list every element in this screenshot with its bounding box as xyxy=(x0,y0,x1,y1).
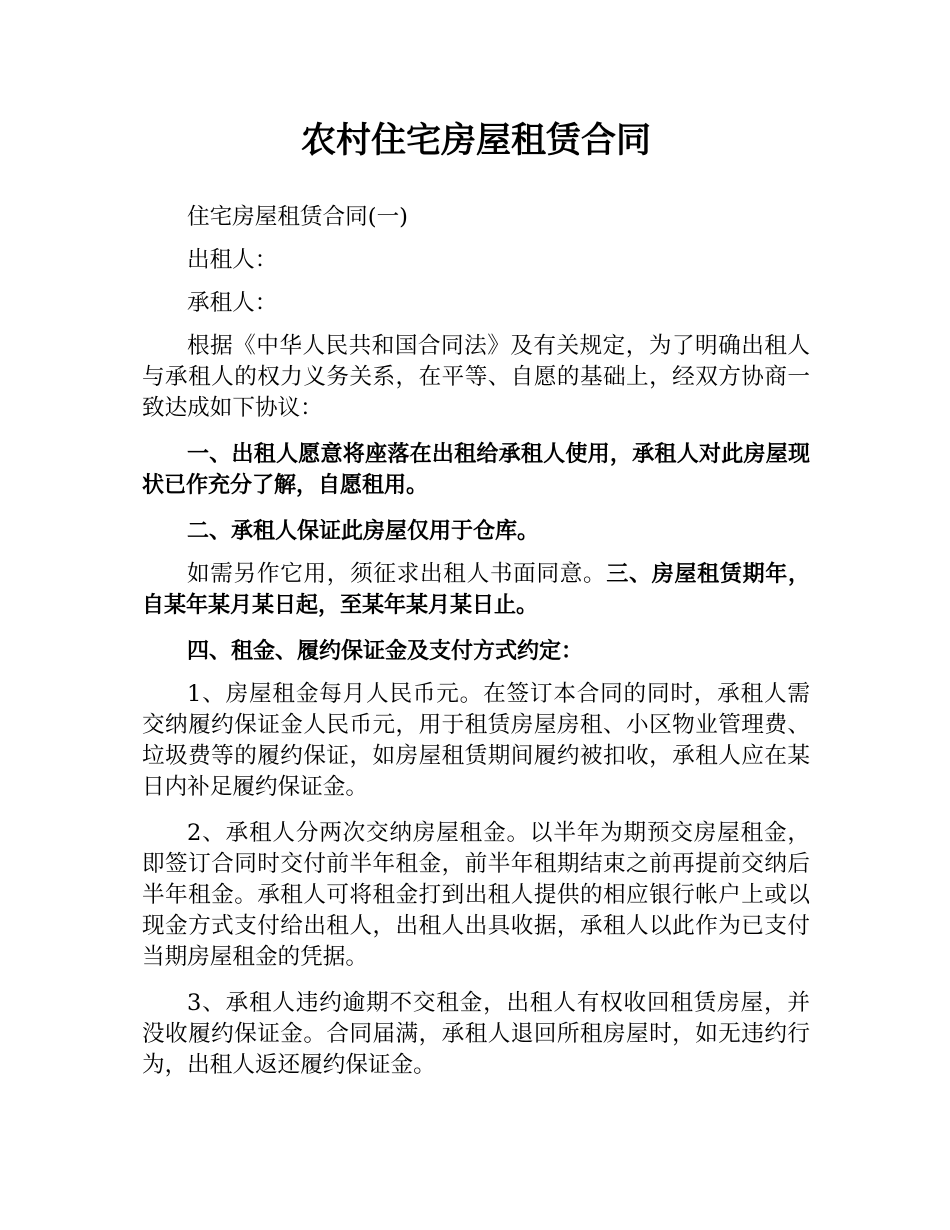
document-body xyxy=(142,202,810,1096)
clause-2-note-and-clause-3 xyxy=(142,559,810,621)
item-1: 1、房屋租金每月人民币元。在签订本合同的同时，承租人需交纳履约保证金人民币元，用于租赁房屋房租、小区物业管理费、垃圾费等的履约保证，如房屋租赁期间履约被扣收，承租人应在某日内补足履约保证金。 xyxy=(142,681,810,800)
item-2: 2、承租人分两次交纳房屋租金。以半年为期预交房屋租金，即签订合同时交付前半年租金，前半年租期结束之前再提前交纳后半年租金。承租人可将租金打到出租人提供的相应银行帐户上或以现金方式支付给出租人，出租人出具收据，承租人以此作为已支付当期房屋租金的凭据。 xyxy=(142,820,810,970)
preamble-paragraph: 根据《中华人民共和国合同法》及有关规定，为了明确出租人与承租人的权力义务关系，在平等、自愿的基础上，经双方协商一致达成如下协议： xyxy=(142,333,810,421)
lessor-label: 出租人： xyxy=(187,247,278,273)
subtitle-paragraph: 住宅房屋租赁合同(一) xyxy=(187,204,408,230)
clause-3: 三、房屋租赁期年，自某年某月某日起，至某年某月某日止。 xyxy=(142,562,810,618)
clause-4: 四、租金、履约保证金及支付方式约定： xyxy=(187,639,584,664)
document-title: 农村住宅房屋租赁合同 xyxy=(300,121,651,161)
clause-1: 一、出租人愿意将座落在出租给承租人使用，承租人对此房屋现状已作充分了解，自愿租用。 xyxy=(142,442,810,498)
clause-2-note: 如需另作它用，须征求出租人书面同意。 xyxy=(187,561,607,587)
clause-2: 二、承租人保证此房屋仅用于仓库。 xyxy=(187,519,540,544)
lessee-label: 承租人： xyxy=(187,290,278,316)
item-3: 3、承租人违约逾期不交租金，出租人有权收回租赁房屋，并没收履约保证金。合同届满，承租人退回所租房屋时，如无违约行为，出租人返还履约保证金。 xyxy=(142,990,810,1078)
